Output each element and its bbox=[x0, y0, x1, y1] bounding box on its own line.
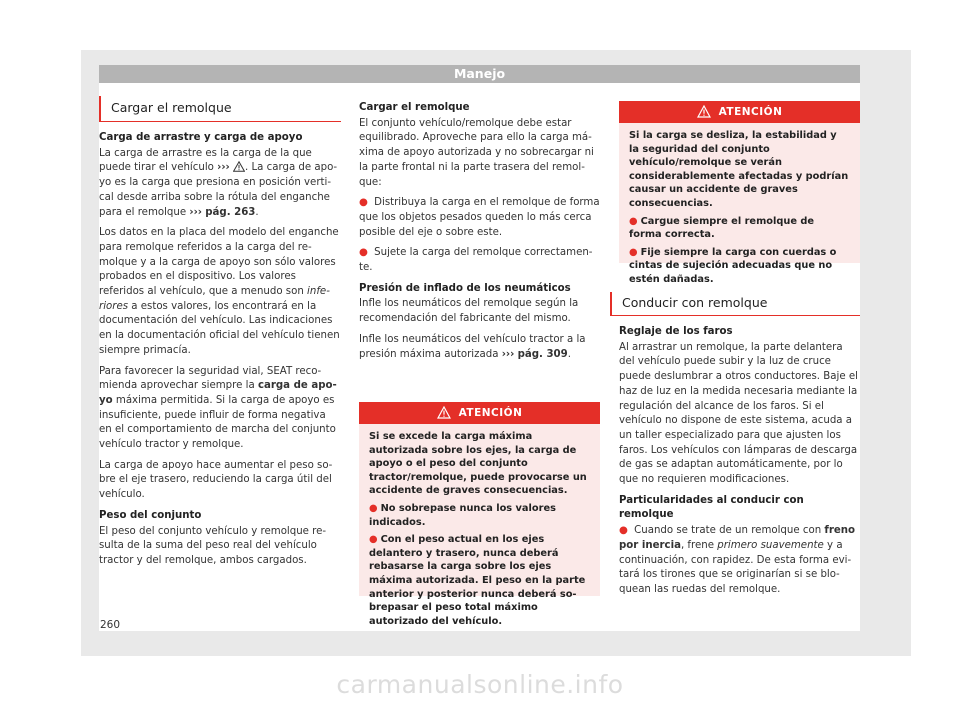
watermark: carmanualsonline.info bbox=[336, 670, 624, 699]
ref-arrow: ››› bbox=[501, 348, 515, 360]
warning-bullet: ● Fije siempre la carga con cuerdas o cintas de sujeción adecuadas que no estén dañadas. bbox=[629, 246, 837, 285]
section-title-box bbox=[610, 292, 860, 316]
warning-triangle-icon bbox=[697, 105, 711, 118]
warning-bullet: ● No sobrepase nunca los valores indicados. bbox=[369, 502, 556, 528]
warning-bullet: ● Cargue siempre el remolque de forma correcta. bbox=[629, 215, 815, 241]
bullet-icon: ● bbox=[369, 534, 378, 546]
paragraph-peso-conjunto: El peso del conjunto vehículo y remolque resulta de la suma del peso real del vehículo tractor y del remolque, ambos cargados. bbox=[99, 525, 327, 566]
warning-triangle-icon bbox=[437, 406, 451, 419]
warning-box-carga-desliza bbox=[619, 101, 860, 285]
ref-arrow: ››› bbox=[189, 206, 202, 218]
warning-intro: Si se excede la carga máxima autorizada sobre los ejes, la carga de apoyo o el peso del conjunto tractor/remolque, puede provocarse un accidente de graves consecuencias. bbox=[369, 431, 587, 497]
heading-particularidades: Particularidades al conducir con remolque bbox=[619, 494, 804, 521]
paragraph-placa-modelo: Los datos en la placa del modelo del enganche para remolque referidos a la carga del remolque y a la carga de apoyo son sólo valores probados en el dispositivo. Los valores referidos al vehículo, que a menudo son inferiores a estos valores, los encontrará en la documentación del vehículo. Las indicaciones en la documentación oficial del vehículo tienen siempre primacía. bbox=[99, 227, 340, 356]
warning-title: ATENCIÓN bbox=[718, 106, 783, 118]
bullet-freno-inercia: ● Cuando se trate de un remolque con freno por inercia, frene primero suavemente y a continuación, con rapidez. De esta forma evitará los tirones que se originarían si se bloquean las ruedas del remolque. bbox=[619, 525, 856, 595]
bullet-icon: ● bbox=[619, 525, 628, 537]
warning-bullet: ● Con el peso actual en los ejes delantero y trasero, nunca deberá rebasarse la carga sobre los ejes máxima autorizada. El peso en la parte anterior y posterior nunca deberá sobrepasar el peso total máximo autorizado del vehículo. bbox=[369, 534, 586, 627]
paragraph-presion-remolque: Infle los neumáticos del remolque según la recomendación del fabricante del mismo. bbox=[359, 298, 579, 325]
warning-triangle-icon[interactable] bbox=[233, 161, 245, 172]
page-link-263[interactable]: pág. 263 bbox=[205, 206, 256, 218]
warning-title: ATENCIÓN bbox=[458, 407, 523, 419]
ref-arrow: ››› bbox=[217, 162, 230, 174]
heading-carga-arrastre: Carga de arrastre y carga de apoyo bbox=[99, 132, 303, 143]
column-right bbox=[619, 325, 860, 604]
bullet-icon: ● bbox=[359, 197, 368, 209]
paragraph-seguridad-vial: Para favorecer la seguridad vial, SEAT recomienda aprovechar siempre la carga de apoyo máxima permitida. Si la carga de apoyo es insuficiente, puede influir de forma negativa en el comportamiento de marcha del conjunto vehículo tractor y remolque. bbox=[99, 365, 337, 451]
section-title: Conducir con remolque bbox=[622, 295, 768, 310]
section-header: Manejo bbox=[99, 65, 860, 83]
page-link-309[interactable]: pág. 309 bbox=[517, 348, 568, 360]
page-title: Cargar el remolque bbox=[111, 100, 232, 115]
page-number: 260 bbox=[100, 619, 121, 631]
heading-presion: Presión de inflado de los neumáticos bbox=[359, 282, 571, 294]
paragraph-equilibrado: El conjunto vehículo/remolque debe estar equilibrado. Aproveche para ello la carga máxima de apoyo autorizada y no sobrecargar ni la parte frontal ni la parte trasera del remolque: bbox=[359, 117, 594, 188]
warning-box-carga-maxima bbox=[359, 402, 600, 627]
bullet-icon: ● bbox=[629, 215, 638, 227]
warning-body bbox=[359, 424, 600, 640]
paragraph-reglaje-faros: Al arrastrar un remolque, la parte delantera del vehículo puede subir y la luz de cruce puede deslumbrar a otros conductores. Baje el haz de luz en la medida necesaria mediante la regulación del alcance de los faros. Si el vehículo no dispone de este sistema, acuda a un taller especializado para que ajusten los faros. Los vehículos con lámparas de descarga de gas se adaptan automáticamente, por lo que no requieren modificaciones. bbox=[619, 341, 858, 486]
warning-header bbox=[359, 402, 600, 424]
bullet-distribuya: ● Distribuya la carga en el remolque de forma que los objetos pesados queden lo más cerca posible del eje o sobre este. bbox=[359, 197, 600, 238]
heading-cargar-remolque: Cargar el remolque bbox=[359, 102, 470, 113]
page-title-box bbox=[99, 96, 341, 122]
bullet-icon: ● bbox=[369, 502, 378, 514]
warning-body bbox=[619, 123, 860, 299]
paragraph-peso-eje: La carga de apoyo hace aumentar el peso sobre el eje trasero, reduciendo la carga útil del vehículo. bbox=[99, 459, 333, 501]
heading-peso-conjunto: Peso del conjunto bbox=[99, 509, 202, 521]
bullet-sujete: ● Sujete la carga del remolque correctamente. bbox=[359, 247, 593, 274]
heading-reglaje-faros: Reglaje de los faros bbox=[619, 326, 733, 337]
column-left bbox=[99, 131, 341, 575]
bullet-icon: ● bbox=[629, 246, 638, 258]
warning-intro: Si la carga se desliza, la estabilidad y la seguridad del conjunto vehículo/remolque se verán considerablemente afectadas y podrían causar un accidente de graves consecuencias. bbox=[629, 130, 849, 209]
paragraph-presion-tractor: Infle los neumáticos del vehículo tractor a la presión máxima autorizada ››› pág. 309. bbox=[359, 333, 586, 360]
column-middle bbox=[359, 101, 600, 368]
bullet-icon: ● bbox=[359, 247, 368, 259]
warning-header bbox=[619, 101, 860, 123]
paragraph-carga-arrastre: La carga de arrastre es la carga de la que puede tirar el vehículo ››› . La carga de apoyo es la carga que presiona en posición vertical desde arriba sobre la rótula del enganche para el remolque ››› pág. 263. bbox=[99, 147, 338, 218]
